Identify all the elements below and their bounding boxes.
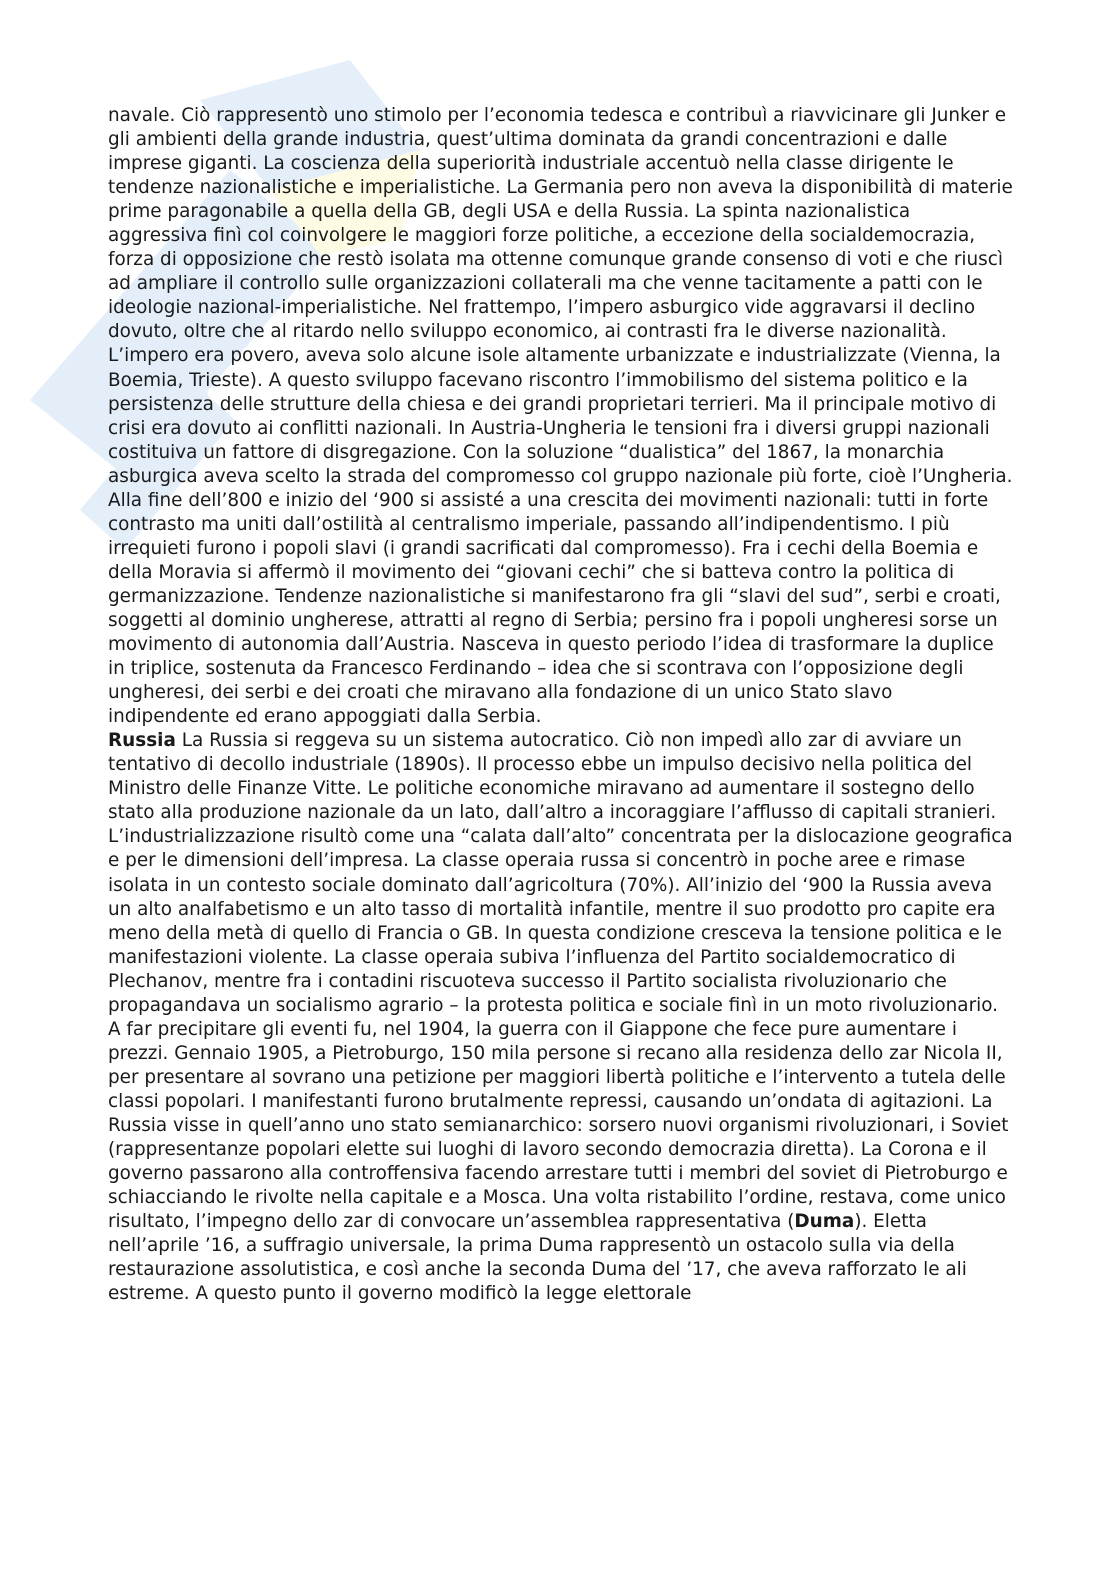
paragraph-russia: [108, 729, 1013, 1306]
document-body: [108, 104, 1013, 1306]
paragraph-germany-austria: navale. Ciò rappresentò uno stimolo per l’economia tedesca e contribuì a riavvicinare gli Junker e gli ambienti della grande industria, quest’ultima dominata da grandi concentrazioni e dalle imprese giganti. La coscienza della superiorità industriale accentuò nella classe dirigente le tendenze nazionalistiche e imperialistiche. La Germania pero non aveva la disponibilità di materie prime paragonabile a quella della GB, degli USA e della Russia. La spinta nazionalistica aggressiva finì col coinvolgere le maggiori forze politiche, a eccezione della socialdemocrazia, forza di opposizione che restò isolata ma ottenne comunque grande consenso di voti e che riuscì ad ampliare il controllo sulle organizzazioni collaterali ma che venne tacitamente a patti con le ideologie nazional-imperialistiche. Nel frattempo, l’impero asburgico vide aggravarsi il declino dovuto, oltre che al ritardo nello sviluppo economico, ai contrasti fra le diverse nazionalità. L’impero era povero, aveva solo alcune isole altamente urbanizzate e industrializzate (Vienna, la Boemia, Trieste). A questo sviluppo facevano riscontro l’immobilismo del sistema politico e la persistenza delle strutture della chiesa e dei grandi proprietari terrieri. Ma il principale motivo di crisi era dovuto ai conflitti nazionali. In Austria-Ungheria le tensioni fra i diversi gruppi nazionali costituiva un fattore di disgregazione. Con la soluzione “dualistica” del 1867, la monarchia asburgica aveva scelto la strada del compromesso col gruppo nazionale più forte, cioè l’Ungheria. Alla fine dell’800 e inizio del ‘900 si assisté a una crescita dei movimenti nazionali: tutti in forte contrasto ma uniti dall’ostilità al centralismo imperiale, passando all’indipendentismo. I più irrequieti furono i popoli slavi (i grandi sacrificati dal compromesso). Fra i cechi della Boemia e della Moravia si affermò il movimento dei “giovani cechi” che si batteva contro la politica di germanizzazione. Tendenze nazionalistiche si manifestarono fra gli “slavi del sud”, serbi e croati, soggetti al dominio ungherese, attratti al regno di Serbia; persino fra i popoli ungheresi sorse un movimento di autonomia dall’Austria. Nasceva in questo periodo l’idea di trasformare la duplice in triplice, sostenuta da Francesco Ferdinando – idea che si scontrava con l’opposizione degli ungheresi, dei serbi e dei croati che miravano alla fondazione di un unico Stato slavo indipendente ed erano appoggiati dalla Serbia.: [108, 105, 1013, 728]
term-duma: Duma: [794, 1211, 855, 1233]
paragraph-russia-text: La Russia si reggeva su un sistema autocratico. Ciò non impedì allo zar di avviare un tentativo di decollo industriale (1890s). Il processo ebbe un impulso decisivo nella politica del Ministro delle Finanze Vitte. Le politiche economiche miravano ad aumentare il sostegno dello stato alla produzione nazionale da un lato, dall’altro a incoraggiare l’afflusso di capitali stranieri. L’industrializzazione risultò come una “calata dall’alto” concentrata per la dislocazione geografica e per le dimensioni dell’impresa. La classe operaia russa si concentrò in poche aree e rimase isolata in un contesto sociale dominato dall’agricoltura (70%). All’inizio del ‘900 la Russia aveva un alto analfabetismo e un alto tasso di mortalità infantile, mentre il suo prodotto pro capite era meno della metà di quello di Francia o GB. In questa condizione cresceva la tensione politica e le manifestazioni violente. La classe operaia subiva l’influenza del Partito socialdemocratico di Plechanov, mentre fra i contadini riscuoteva successo il Partito socialista rivoluzionario che propagandava un socialismo agrario – la protesta politica e sociale finì in un moto rivoluzionario. A far precipitare gli eventi fu, nel 1904, la guerra con il Giappone che fece pure aumentare i prezzi. Gennaio 1905, a Pietroburgo, 150 mila persone si recano alla residenza dello zar Nicola II, per presentare al sovrano una petizione per maggiori libertà politiche e l’intervento a tutela delle classi popolari. I manifestanti furono brutalmente repressi, causando un’ondata di agitazioni. La Russia visse in quell’anno uno stato semianarchico: sorsero nuovi organismi rivoluzionari, i Soviet (rappresentanze popolari elette sui luoghi di lavoro secondo democrazia diretta). La Corona e il governo passarono alla controffensiva facendo arrestare tutti i membri del soviet di Pietroburgo e schiacciando le rivolte nella capitale e a Mosca. Una volta ristabilito l’ordine, restava, come unico risultato, l’impegno dello zar di convocare un’assemblea rappresentativa (: [108, 730, 1013, 1233]
section-heading-russia: Russia: [108, 730, 176, 752]
paragraph-russia-text-end: ). Eletta nell’aprile ’16, a suffragio universale, la prima Duma rappresentò un ostacolo sulla via della restaurazione assolutistica, e così anche la seconda Duma del ’17, che aveva rafforzato le ali estreme. A questo punto il governo modificò la legge elettorale: [108, 1211, 967, 1305]
